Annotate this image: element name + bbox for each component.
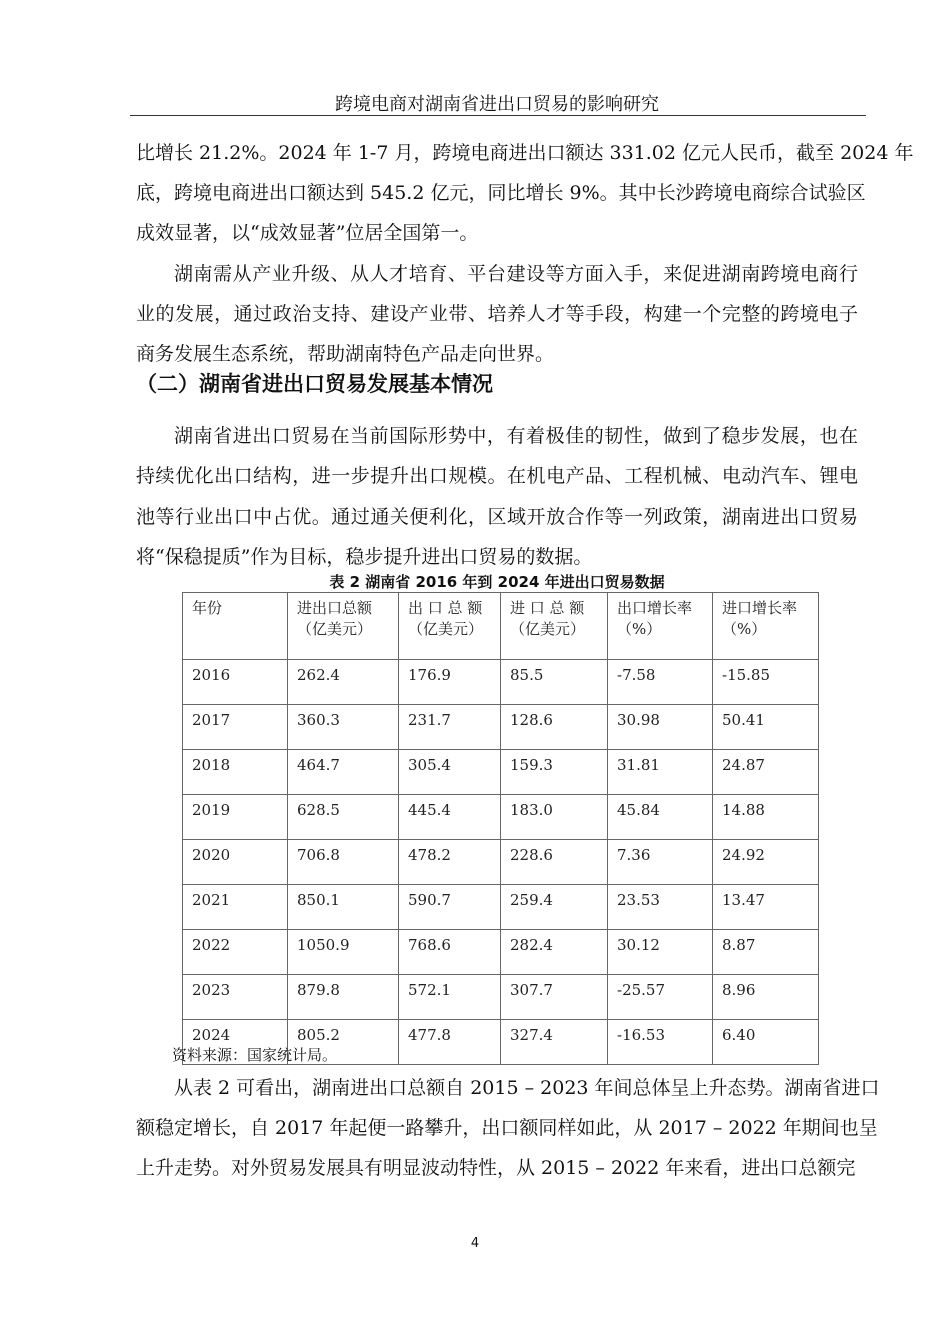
trade-data-table: [182, 592, 819, 1065]
table-row: [183, 975, 819, 1020]
table-cell: 228.6: [501, 840, 608, 885]
table-cell: 128.6: [501, 705, 608, 750]
column-header: 进出口总额（亿美元）: [288, 593, 399, 660]
paragraph-line: 持续优化出口结构，进一步提升出口规模。在机电产品、工程机械、电动汽车、锂电: [136, 465, 858, 487]
table-cell: 183.0: [501, 795, 608, 840]
table-cell: 2019: [183, 795, 288, 840]
table-cell: 2020: [183, 840, 288, 885]
paragraph-line: 湖南省进出口贸易在当前国际形势中，有着极佳的韧性，做到了稳步发展，也在: [174, 425, 858, 447]
page-number: 4: [470, 1236, 480, 1251]
table-cell: 2024: [183, 1020, 288, 1065]
table-cell: 259.4: [501, 885, 608, 930]
section-heading: （二）湖南省进出口贸易发展基本情况: [136, 372, 493, 396]
table-header-row: [183, 593, 819, 660]
table-cell: 879.8: [288, 975, 399, 1020]
table-row: [183, 885, 819, 930]
header-rule: [130, 115, 866, 116]
table-cell: 2023: [183, 975, 288, 1020]
table-cell: -25.57: [608, 975, 713, 1020]
table-cell: 7.36: [608, 840, 713, 885]
table-cell: 50.41: [713, 705, 819, 750]
table-cell: 30.12: [608, 930, 713, 975]
table-cell: 445.4: [399, 795, 501, 840]
table-cell: 24.92: [713, 840, 819, 885]
table-cell: 8.87: [713, 930, 819, 975]
table-cell: 628.5: [288, 795, 399, 840]
paragraph-line: 成效显著，以“成效显著”位居全国第一。: [136, 222, 479, 244]
table-cell: 159.3: [501, 750, 608, 795]
paragraph-line: 将“保稳提质”作为目标，稳步提升进出口贸易的数据。: [136, 546, 593, 568]
table-row: [183, 930, 819, 975]
column-header: 进 口 总 额（亿美元）: [501, 593, 608, 660]
table-cell: 1050.9: [288, 930, 399, 975]
table-cell: 464.7: [288, 750, 399, 795]
table-source: 资料来源：国家统计局。: [172, 1046, 338, 1064]
table-cell: 14.88: [713, 795, 819, 840]
table-cell: 31.81: [608, 750, 713, 795]
table-cell: -7.58: [608, 660, 713, 705]
table-cell: 30.98: [608, 705, 713, 750]
table-cell: 6.40: [713, 1020, 819, 1065]
table-cell: -15.85: [713, 660, 819, 705]
table-cell: 2022: [183, 930, 288, 975]
paragraph-line: 业的发展，通过政治支持、建设产业带、培养人才等手段，构建一个完整的跨境电子: [136, 303, 858, 325]
table-cell: 2018: [183, 750, 288, 795]
column-header: 年份: [183, 593, 288, 660]
paragraph-line: 从表 2 可看出，湖南进出口总额自 2015 – 2023 年间总体呈上升态势。湖南省进口: [174, 1077, 880, 1099]
table-cell: 2016: [183, 660, 288, 705]
table-cell: 706.8: [288, 840, 399, 885]
table-cell: 23.53: [608, 885, 713, 930]
table-cell: 231.7: [399, 705, 501, 750]
table-cell: 572.1: [399, 975, 501, 1020]
table-cell: 45.84: [608, 795, 713, 840]
paragraph-line: 上升走势。对外贸易发展具有明显波动特性，从 2015 – 2022 年来看，进出口总额完: [136, 1157, 856, 1179]
table-cell: 307.7: [501, 975, 608, 1020]
table-cell: 768.6: [399, 930, 501, 975]
column-header: 进口增长率（%）: [713, 593, 819, 660]
table-cell: 478.2: [399, 840, 501, 885]
paragraph-line: 比增长 21.2%。2024 年 1-7 月，跨境电商进出口额达 331.02 亿元人民币，截至 2024 年: [136, 142, 914, 164]
table-cell: 262.4: [288, 660, 399, 705]
paragraph-line: 商务发展生态系统，帮助湖南特色产品走向世界。: [136, 343, 555, 365]
table-cell: 305.4: [399, 750, 501, 795]
paragraph-line: 底，跨境电商进出口额达到 545.2 亿元，同比增长 9%。其中长沙跨境电商综合试验区: [136, 182, 866, 204]
table-row: [183, 705, 819, 750]
table-cell: 590.7: [399, 885, 501, 930]
column-header: 出 口 总 额（亿美元）: [399, 593, 501, 660]
table-cell: 850.1: [288, 885, 399, 930]
column-header: 出口增长率（%）: [608, 593, 713, 660]
table-caption: 表 2 湖南省 2016 年到 2024 年进出口贸易数据: [329, 573, 665, 591]
table-cell: 24.87: [713, 750, 819, 795]
table-cell: 176.9: [399, 660, 501, 705]
running-header: 跨境电商对湖南省进出口贸易的影响研究: [335, 94, 659, 115]
table-cell: 2017: [183, 705, 288, 750]
table-row: [183, 795, 819, 840]
table-cell: 282.4: [501, 930, 608, 975]
table-cell: 327.4: [501, 1020, 608, 1065]
table-row: [183, 660, 819, 705]
table-row: [183, 840, 819, 885]
table-cell: 13.47: [713, 885, 819, 930]
table-cell: 85.5: [501, 660, 608, 705]
table-cell: 360.3: [288, 705, 399, 750]
table-cell: 805.2: [288, 1020, 399, 1065]
paragraph-line: 湖南需从产业升级、从人才培育、平台建设等方面入手，来促进湖南跨境电商行: [174, 263, 858, 285]
table-cell: 477.8: [399, 1020, 501, 1065]
paragraph-line: 池等行业出口中占优。通过通关便利化，区域开放合作等一列政策，湖南进出口贸易: [136, 506, 858, 528]
paragraph-line: 额稳定增长，自 2017 年起便一路攀升，出口额同样如此，从 2017 – 2022 年期间也呈: [136, 1117, 878, 1139]
table-cell: 2021: [183, 885, 288, 930]
table-row: [183, 750, 819, 795]
table-cell: -16.53: [608, 1020, 713, 1065]
table-cell: 8.96: [713, 975, 819, 1020]
